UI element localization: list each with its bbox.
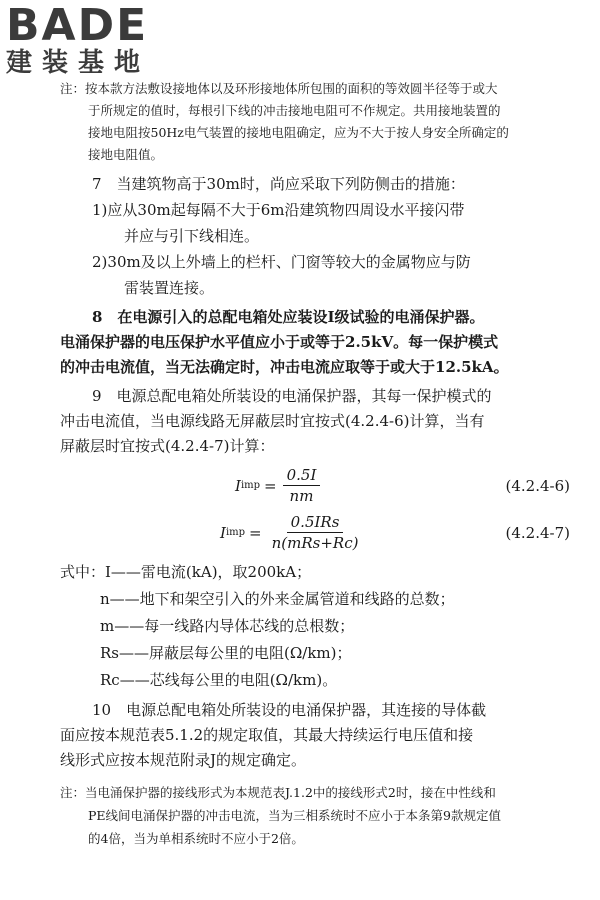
formula2-denominator: n(mRs+Rc): [271, 534, 359, 552]
document-body: [60, 78, 580, 850]
formula1-number: (4.2.4-6): [505, 476, 570, 495]
definition-Rs: Rs——屏蔽层每公里的电阻(Ω/km)；: [100, 644, 352, 662]
note2-line2: PE线间电涌保护器的冲击电流，当为三相系统时不应小于本条第9款规定值: [88, 808, 501, 823]
item-7-sub1-line1: 1)应从30m起每隔不大于6m沿建筑物四周设水平接闪带: [92, 201, 465, 219]
definition-n: n——地下和架空引入的外来金属管道和线路的总数；: [100, 590, 455, 608]
definition-m: m——每一线路内导体芯线的总根数；: [100, 617, 355, 635]
item-7-sub1: [60, 197, 580, 249]
item-8-line1: 8 在电源引入的总配电箱处应装设Ⅰ级试验的电涌保护器。: [92, 308, 485, 326]
bade-logo: [6, 2, 186, 78]
item-9-line3: 屏蔽层时宜按式(4.2.4-7)计算：: [60, 437, 275, 455]
definition-I: 式中：I——雷电流(kA)，取200kA；: [60, 563, 312, 581]
formula1-lhs-sub: imp: [240, 480, 261, 491]
item-7-heading: 7 当建筑物高于30m时，尚应采取下列防侧击的措施：: [92, 175, 465, 193]
logo-subtitle: 建装基地: [6, 48, 151, 78]
formula1-denominator: nm: [289, 487, 314, 505]
item-8-line3: 的冲击电流值，当无法确定时，冲击电流应取等于或大于12.5kA。: [60, 358, 509, 376]
item-10-line1: 10 电源总配电箱处所装设的电涌保护器，其连接的导体截: [92, 701, 487, 719]
formula2-number: (4.2.4-7): [505, 523, 570, 542]
note1-line2: 于所规定的值时，每根引下线的冲击接地电阻可不作规定。共用接地装置的: [88, 103, 501, 118]
item-7-sub2-line2: 雷装置连接。: [124, 279, 215, 297]
note-paragraph-1: [60, 78, 580, 166]
item-9-line1: 9 电源总配电箱处所装设的电涌保护器，其每一保护模式的: [92, 387, 492, 405]
note1-line4: 接地电阻值。: [88, 147, 164, 162]
formula-4-2-4-6: I imp = $\frac{0.5I}{nm}$ (4.2.4-6): [235, 466, 570, 505]
note1-line1: 注：按本款方法敷设接地体以及环形接地体所包围的面积的等效圆半径等于或大: [60, 81, 498, 96]
item-7-sub2-line1: 2)30m及以上外墙上的栏杆、门窗等较大的金属物应与防: [92, 253, 471, 271]
item-9-line2: 冲击电流值，当电源线路无屏蔽层时宜按式(4.2.4-6)计算，当有: [60, 412, 485, 430]
formula1-numerator: 0.5I: [283, 465, 321, 486]
formula2-lhs: I: [220, 523, 226, 542]
item-10-line3: 线形式应按本规范附录J的规定确定。: [60, 751, 307, 769]
formula-4-2-4-7: I imp = $\frac{\text{0.5IRs}}{\text{n(mRs+Rc)}}$ (4.2.4-7): [220, 513, 570, 552]
item-8-line2: 电涌保护器的电压保护水平值应小于或等于2.5kV。每一保护模式: [60, 333, 499, 351]
note2-line3: 的4倍，当为单相系统时不应小于2倍。: [88, 831, 304, 846]
definition-Rc: Rc——芯线每公里的电阻(Ω/km)。: [100, 671, 338, 689]
note2-line1: 注：当电涌保护器的接线形式为本规范表J.1.2中的接线形式2时，接在中性线和: [60, 785, 496, 800]
item-10-line2: 面应按本规范表5.1.2的规定取值，其最大持续运行电压值和接: [60, 726, 474, 744]
formula1-lhs: I: [235, 476, 241, 495]
note1-line3: 接地电阻按50Hz电气装置的接地电阻确定，应为不大于按人身安全所确定的: [88, 125, 509, 140]
logo-wordmark: BADE: [6, 0, 149, 51]
formula2-lhs-sub: imp: [225, 527, 246, 538]
note-paragraph-2: [60, 781, 580, 850]
item-7-sub2: [60, 249, 580, 301]
formula2-numerator: 0.5IRs: [287, 512, 344, 533]
item-7-sub1-line2: 并应与引下线相连。: [124, 227, 260, 245]
